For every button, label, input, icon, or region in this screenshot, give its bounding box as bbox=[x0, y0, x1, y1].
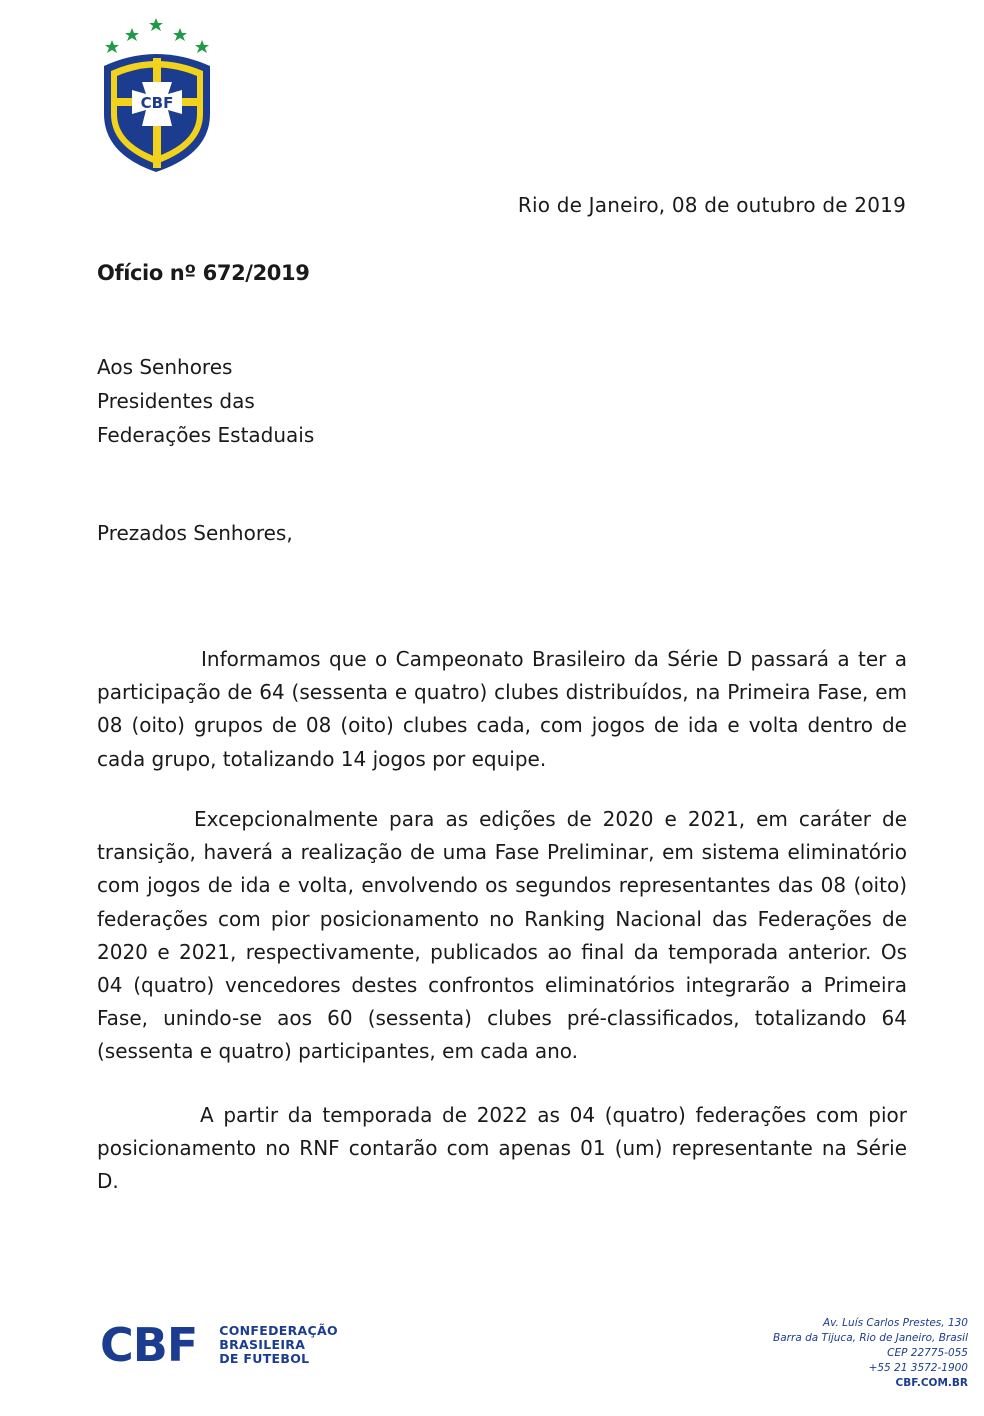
footer-org-name bbox=[219, 1324, 338, 1366]
body-paragraph: Excepcionalmente para as edições de 2020 e 2021, em caráter de transição, haverá a realização de uma Fase Preliminar, em sistema eliminatório com jogos de ida e volta, envolvendo os segundos representantes das 08 (oito) federações com pior posicionamento no Ranking Nacional das Federações de 2020 e 2021, respectivamente, publicados ao final da temporada anterior. Os 04 (quatro) vencedores destes confrontos eliminatórios integrarão a Primeira Fase, unindo-se aos 60 (sessenta) clubes pré-classificados, totalizando 64 (sessenta e quatro) participantes, em cada ano. bbox=[97, 807, 907, 1064]
letter-date: Rio de Janeiro, 08 de outubro de 2019 bbox=[517, 193, 906, 217]
body-paragraph: Informamos que o Campeonato Brasileiro da Série D passará a ter a participação de 64 (sessenta e quatro) clubes distribuídos, na Primeira Fase, em 08 (oito) grupos de 08 (oito) clubes cada, com jogos de ida e volta dentro de cada grupo, totalizando 14 jogos por equipe. bbox=[97, 647, 907, 771]
address-line: Av. Luís Carlos Prestes, 130 bbox=[822, 1317, 968, 1329]
recipient-line: Federações Estaduais bbox=[97, 423, 315, 447]
recipient-line: Presidentes das bbox=[97, 389, 255, 413]
body-paragraph: A partir da temporada de 2022 as 04 (quatro) federações com pior posicionamento no RNF contarão com apenas 01 (um) representante na Série D. bbox=[97, 1103, 907, 1194]
footer-logo bbox=[100, 1319, 338, 1371]
letter-reference: Ofício nº 672/2019 bbox=[97, 261, 310, 285]
footer-logo-wordmark: CBF bbox=[100, 1318, 198, 1372]
address-line: +55 21 3572-1900 bbox=[868, 1362, 968, 1374]
address-line: CEP 22775-055 bbox=[887, 1347, 968, 1359]
cbf-crest-logo bbox=[98, 14, 216, 174]
crest-text: CBF bbox=[140, 94, 174, 112]
recipients-block bbox=[97, 350, 314, 452]
org-name-line: CONFEDERAÇÃO bbox=[219, 1323, 338, 1338]
stars-icon bbox=[105, 18, 209, 53]
footer-address bbox=[773, 1316, 968, 1391]
address-line: Barra da Tijuca, Rio de Janeiro, Brasil bbox=[773, 1332, 968, 1344]
org-name-line: DE FUTEBOL bbox=[219, 1351, 310, 1366]
footer-website: CBF.COM.BR bbox=[895, 1377, 968, 1389]
letter-greeting: Prezados Senhores, bbox=[97, 521, 293, 545]
org-name-line: BRASILEIRA bbox=[219, 1337, 306, 1352]
recipient-line: Aos Senhores bbox=[97, 355, 233, 379]
